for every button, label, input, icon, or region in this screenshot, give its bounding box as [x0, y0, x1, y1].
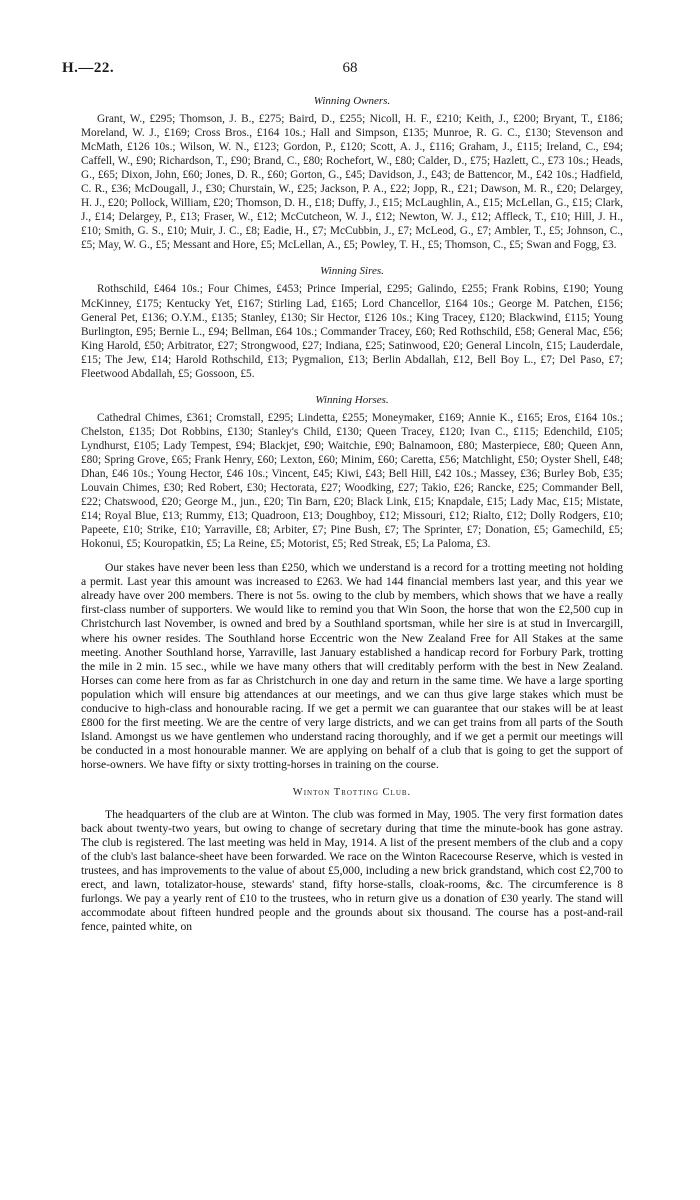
- page-reference: H.—22.: [62, 60, 115, 76]
- page-header: [62, 60, 638, 80]
- winning-sires-heading: Winning Sires.: [320, 265, 384, 278]
- page-number: 68: [342, 60, 358, 76]
- winton-paragraph: The headquarters of the club are at Winton. The club was formed in May, 1905. The very first formation dates back about twenty-two years, but owing to change of secretary during that time the minute-book has gone astray. The club is registered. The last meeting was held in May, 1914. A list of the present members of the club and a copy of the club's last balance-sheet have been forwarded. We race on the Winton Racecourse Reserve, which is vested in trustees, and has improvements to the value of about £5,000, including a new brick grandstand, which cost £2,700 to erect, and lawn, totalizator-house, stewards' stand, fifty horse-stalls, cloak-rooms, &c. The circumference is 8 furlongs. We pay a yearly rent of £10 to the trustees, who in return give us a donation of £30 yearly. The stand will accommodate about fifteen hundred people and the grounds about six thousand. The course has a post-and-rail fence, painted white, on: [81, 807, 623, 934]
- winning-owners-heading: Winning Owners.: [313, 95, 391, 107]
- winning-sires-list: Rothschild, £464 10s.; Four Chimes, £453; Prince Imperial, £295; Galindo, £255; Frank Robins, £190; Young McKinney, £175; Kentucky Yet, £167; Stirling Lad, £165; Lord Chancellor, £164 10s.; George M. Patchen, £156; General Pet, £136; O.Y.M., £135; Stanley, £130; Sir Hector, £126 10s.; King Tracey, £120; Blackwind, £115; Young Burlington, £95; Bernie L., £94; Bellman, £64 10s.; Commander Tracey, £60; Red Rothschild, £58; General Mac, £56; King Harold, £50; Arbitrator, £27; Strongwood, £27; Indiana, £25; Satinwood, £20; General Lincoln, £15; Lauderdale, £15; The Jew, £14; Harold Rothschild, £13; Pygmalion, £13; Berlin Abdallah, £12, Bell Boy L., £7; Del Paso, £7; Fleetwood Abdallah, £5; Gossoon, £5.: [81, 283, 623, 380]
- page-content: [81, 94, 623, 934]
- winning-horses-list: Cathedral Chimes, £361; Cromstall, £295; Lindetta, £255; Moneymaker, £169; Annie K., £165; Eros, £164 10s.; Chelston, £135; Dot Robbins, £130; Stanley's Child, £130; Queen Tracey, £120; Ivan C., £115; Edenchild, £105; Lyndhurst, £105; Lady Tempest, £94; Blackjet, £90; Waitchie, £90; Balnamoon, £80; Masterpiece, £80; Queen Ann, £80; Spring Grove, £65; Frank Henry, £60; Lexton, £60; Minim, £60; Caretta, £56; Matchlight, £50; Oyster Shell, £48; Dhan, £46 10s.; Young Hector, £46 10s.; Vincent, £45; Kiwi, £43; Bell Hill, £42 10s.; Massey, £36; Burley Bob, £35; Louvain Chimes, £30; Red Robert, £30; Hectorata, £27; Woodking, £27; Takio, £26; Rancke, £25; Commander Bell, £22; Chatswood, £20; George M., jun., £20; Tin Barn, £20; Black Link, £15; Knapdale, £15; Lady Mac, £15; Mistate, £14; Royal Blue, £13; Rummy, £13; Quadroon, £13; Doughboy, £12; Missouri, £12; Rialto, £12; Dolly Rodgers, £10; Papeete, £10; Strike, £10; Yarraville, £8; Arbiter, £7; Pine Bush, £7; The Sprinter, £7; Donation, £5; Gamechild, £5; Hokonui, £5; Kouropatkin, £5; La Reine, £5; Motorist, £5; Red Streak, £5; La Paloma, £3.: [81, 411, 623, 551]
- winning-owners-list: Grant, W., £295; Thomson, J. B., £275; Baird, D., £255; Nicoll, H. F., £210; Keith, J., £200; Bryant, T., £186; Moreland, W. J., £169; Cross Bros., £164 10s.; Hall and Simpson, £135; Munroe, R. G. C., £130; Stevenson and McMath, £126 10s.; Wilson, W. N., £123; Gordon, P., £120; Scott, A. J., £116; Graham, J., £115; Ireland, C., £94; Caffell, W., £90; Richardson, T., £90; Brand, C., £80; Rochefort, W., £80; Calder, D., £75; Hazlett, C., £73 10s.; Heads, G., £65; Dixon, John, £60; Jones, D. R., £60; Gorton, G., £45; Davidson, J., £43; de Battencor, M., £42 10s.; Hadfield, C. R., £36; McDougall, J., £30; Churstain, W., £25; Jackson, P. A., £22; Jopp, R., £21; Dawson, M. R., £20; Delargey, H. J., £20; Pollock, William, £20; Thomson, D. H., £18; Duffy, J., £15; McLaughlin, A., £15; McLellan, G., £15; Clark, J., £14; Delargey, P., £13; Fraser, W., £12; McCutcheon, W. J., £12; Newton, W. J., £12; Affleck, T., £10; Hill, J. H., £10; Smith, G. S., £10; Muir, J. C., £8; Eadie, H., £7; McCubbin, J., £7; McLeod, G., £7; Ambler, T., £5; Johnson, C., £5; May, W. G., £5; Messant and Hore, £5; McLellan, A., £5; Powley, T. H., £5; Thomson, C., £5; Swan and Fogg, £3.: [81, 113, 623, 252]
- winning-horses-heading: Winning Horses.: [315, 393, 389, 406]
- winton-trotting-club-heading: Winton Trotting Club.: [292, 786, 412, 798]
- stakes-paragraph: Our stakes have never been less than £250, which we understand is a record for a trotting meeting not holding a permit. Last year this amount was increased to £263. We had 144 financial members last year, and this year we already have over 200 members. There is not 5s. owing to the club by members, which shows that we have a really first-class number of supporters. We would like to remind you that Win Soon, the horse that won the £2,500 cup in Christchurch last November, is owned and bred by a Southland sportsman, while her sire is at stud in Invercargill, where his owner resides. The Southland horse Eccentric won the New Zealand Free for All Stakes at the same meeting. Another Southland horse, Yarraville, last January established a handicap record for Forbury Park, trotting the mile in 2 min. 15 sec., while we have many others that will creditably perform with the best in New Zealand. Horses can come here from as far as Christchurch in one day and return in the same time. We have a large sporting population which will ensure big attendances at our meetings, and we can thus give large stakes which must be conducive to high-class and honourable racing. If we get a permit we can guarantee that our stakes will be at least £800 for the first meeting. We are the centre of very large districts, and we can get trains from all parts of the South Island. Amongst us we have gentlemen who understand racing thoroughly, and if we get a permit our meetings will be conducted in a most honourable manner. We are applying on behalf of a club that is going to get the support of horse-owners. We have fifty or sixty trotting-horses in training on the course.: [81, 561, 623, 771]
